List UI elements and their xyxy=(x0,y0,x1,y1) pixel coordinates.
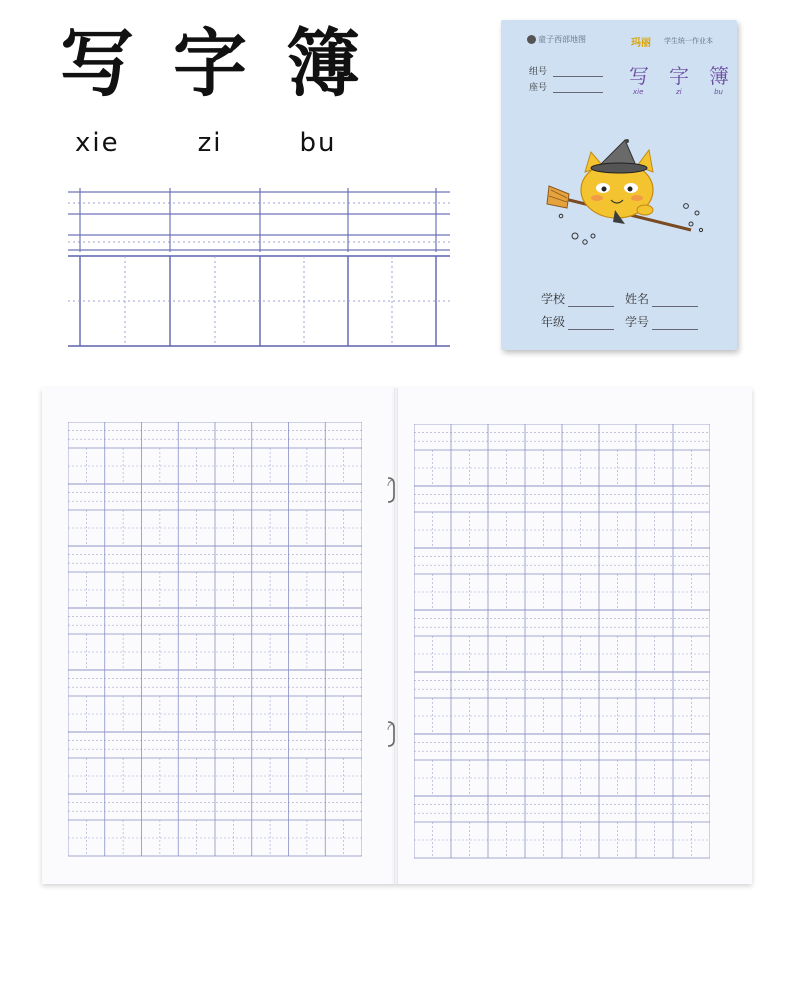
group-field xyxy=(529,64,603,77)
seat-field xyxy=(529,80,603,93)
pinyin-xie: xie xyxy=(75,128,120,158)
pinyin-zi: zi xyxy=(197,128,223,158)
notebook-cover xyxy=(501,20,737,350)
cat-witch-illustration xyxy=(541,138,711,248)
cover-title xyxy=(629,60,729,89)
group-line xyxy=(553,76,603,77)
staple-icon xyxy=(384,476,398,504)
school-line xyxy=(568,306,614,307)
cover-pinyin-bu: bu xyxy=(714,88,723,96)
student-no-label: 学号 xyxy=(625,315,650,329)
school-label: 学校 xyxy=(541,292,566,306)
grade-field xyxy=(541,313,614,330)
seat-label: 座号 xyxy=(529,83,548,93)
cover-title-char: 写 xyxy=(629,64,649,88)
pinyin-bu: bu xyxy=(299,128,337,158)
product-title xyxy=(60,18,390,110)
notebook-spine xyxy=(394,388,398,884)
title-char: 写 xyxy=(60,21,134,107)
grid-detail xyxy=(68,180,450,352)
title-char: 簿 xyxy=(286,21,360,107)
cover-tagline: 学生统一作业本 xyxy=(664,37,713,45)
cover-pinyin xyxy=(633,88,723,96)
right-page xyxy=(396,388,752,884)
staple-icon xyxy=(384,720,398,748)
name-line xyxy=(652,306,698,307)
title-char: 字 xyxy=(173,21,247,107)
pinyin-lines xyxy=(68,192,450,250)
name-field xyxy=(625,290,698,307)
grade-line xyxy=(568,329,614,330)
brand-name: 童子西部地图 xyxy=(538,35,586,44)
title-chars xyxy=(60,18,360,110)
group-label: 组号 xyxy=(529,67,548,77)
seat-line xyxy=(553,92,603,93)
brand-icon xyxy=(527,35,536,44)
cover-pinyin-zi: zi xyxy=(675,88,682,96)
witch-hat-icon xyxy=(591,139,647,173)
student-no-line xyxy=(652,329,698,330)
cover-title-char: 字 xyxy=(669,64,689,88)
name-label: 姓名 xyxy=(625,292,650,306)
cover-title-char: 簿 xyxy=(709,64,729,88)
cover-pinyin-xie: xie xyxy=(633,88,644,96)
brand-logo xyxy=(527,34,586,45)
grade-label: 年级 xyxy=(541,315,566,329)
open-notebook xyxy=(40,388,752,888)
title-pinyin xyxy=(75,128,365,158)
student-no-field xyxy=(625,313,698,330)
left-page xyxy=(42,388,396,884)
school-field xyxy=(541,290,614,307)
maker-name: 玛丽 xyxy=(631,38,651,49)
left-page-grid xyxy=(68,422,362,862)
right-page-grid xyxy=(414,424,710,864)
